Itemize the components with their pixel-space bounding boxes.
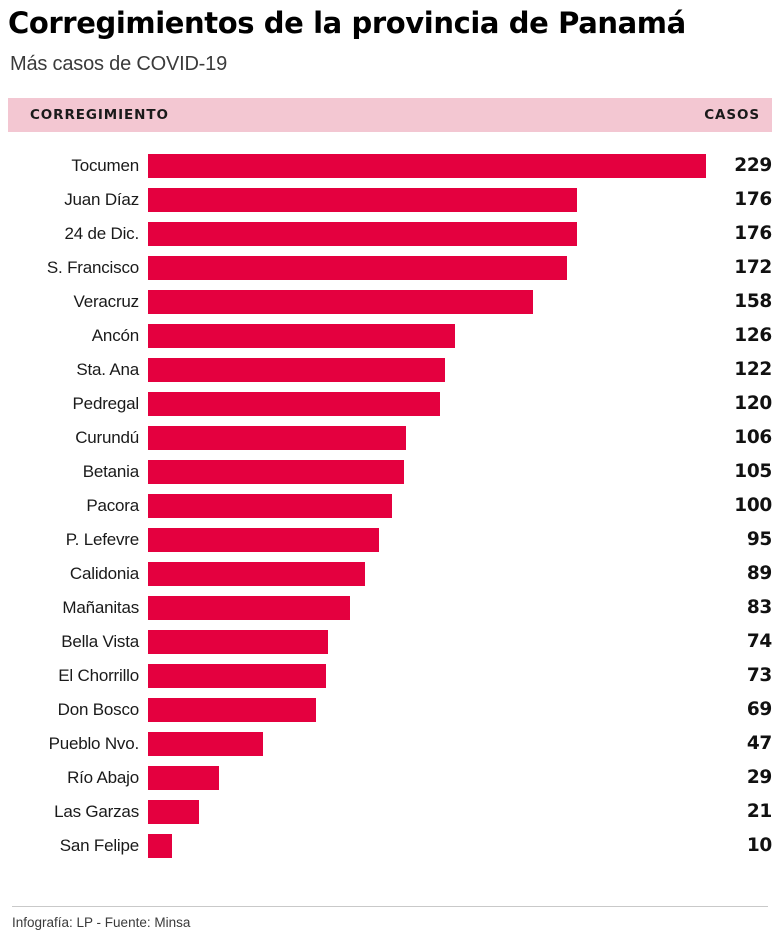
chart-row [8,728,772,760]
bar-track [148,528,706,552]
bar [148,460,404,484]
bar-track [148,290,706,314]
chart-row [8,830,772,862]
bar-chart [8,150,772,896]
bar-value-label: 95 [746,529,772,551]
page-subtitle: Más casos de COVID-19 [10,52,227,75]
bar-track [148,732,706,756]
bar-category-label: Tocumen [71,155,139,175]
bar-category-label: Curundú [75,427,139,447]
bar-category-label: El Chorrillo [58,665,139,685]
column-header-casos: CASOS [704,106,760,123]
bar [148,698,316,722]
bar-track [148,222,706,246]
chart-row [8,490,772,522]
chart-row [8,150,772,182]
chart-row [8,592,772,624]
bar-value-label: 73 [746,665,772,687]
chart-row [8,388,772,420]
bar [148,562,365,586]
chart-row [8,286,772,318]
bar-value-label: 176 [734,223,772,245]
bar-value-label: 10 [746,835,772,857]
source-credit: Infografía: LP - Fuente: Minsa [12,915,191,930]
bar-category-label: Juan Díaz [64,189,139,209]
bar-value-label: 74 [746,631,772,653]
bar [148,358,445,382]
bar-track [148,664,706,688]
bar [148,596,350,620]
bar [148,290,533,314]
bar [148,732,263,756]
bar-value-label: 172 [734,257,772,279]
bar-category-label: Pedregal [72,393,139,413]
chart-row [8,626,772,658]
bar-value-label: 122 [734,359,772,381]
page-title: Corregimientos de la provincia de Panamá [8,6,686,40]
bar [148,834,172,858]
bar-value-label: 89 [746,563,772,585]
bar-category-label: Ancón [91,325,139,345]
bar-track [148,766,706,790]
bar-category-label: Veracruz [73,291,139,311]
bar-track [148,256,706,280]
bar [148,766,219,790]
bar-category-label: Sta. Ana [76,359,139,379]
bar-value-label: 47 [746,733,772,755]
bar-track [148,358,706,382]
bar-category-label: Betania [82,461,139,481]
bar-track [148,426,706,450]
bar-category-label: P. Lefevre [65,529,139,549]
bar [148,494,392,518]
column-header-corregimiento: CORREGIMIENTO [30,106,169,123]
chart-row [8,354,772,386]
bar-category-label: Pueblo Nvo. [48,733,139,753]
chart-row [8,694,772,726]
bar-track [148,596,706,620]
bar [148,154,706,178]
bar-value-label: 29 [746,767,772,789]
bar [148,392,440,416]
bar-category-label: Las Garzas [54,801,139,821]
bar-value-label: 100 [734,495,772,517]
bar-category-label: San Felipe [59,835,139,855]
bar-value-label: 126 [734,325,772,347]
bar-category-label: Bella Vista [61,631,139,651]
bar-category-label: Río Abajo [67,767,139,787]
bar-category-label: Pacora [86,495,139,515]
bar [148,222,577,246]
chart-row [8,660,772,692]
bar-track [148,562,706,586]
bar-track [148,630,706,654]
chart-row [8,524,772,556]
chart-row [8,184,772,216]
bar-category-label: Calidonia [69,563,139,583]
bar-category-label: 24 de Dic. [64,223,139,243]
chart-row [8,558,772,590]
bar-category-label: Don Bosco [57,699,139,719]
bar-value-label: 83 [746,597,772,619]
bar-track [148,188,706,212]
bar-track [148,800,706,824]
bar-value-label: 105 [734,461,772,483]
bar [148,256,567,280]
bar [148,426,406,450]
bar [148,664,326,688]
chart-row [8,422,772,454]
bar-value-label: 106 [734,427,772,449]
bar-category-label: S. Francisco [46,257,139,277]
bar-value-label: 176 [734,189,772,211]
bar [148,800,199,824]
chart-row [8,252,772,284]
bar-track [148,834,706,858]
bar-track [148,698,706,722]
chart-row [8,796,772,828]
bar-track [148,494,706,518]
bar [148,324,455,348]
chart-row [8,320,772,352]
bar-value-label: 21 [746,801,772,823]
bar-track [148,154,706,178]
chart-row [8,456,772,488]
bar [148,528,379,552]
bar-value-label: 229 [734,155,772,177]
bar [148,188,577,212]
bar-value-label: 69 [746,699,772,721]
bar [148,630,328,654]
bar-track [148,392,706,416]
bar-category-label: Mañanitas [62,597,139,617]
bar-track [148,460,706,484]
bar-value-label: 158 [734,291,772,313]
table-header-band [8,98,772,132]
chart-row [8,218,772,250]
bar-value-label: 120 [734,393,772,415]
chart-row [8,762,772,794]
bar-track [148,324,706,348]
